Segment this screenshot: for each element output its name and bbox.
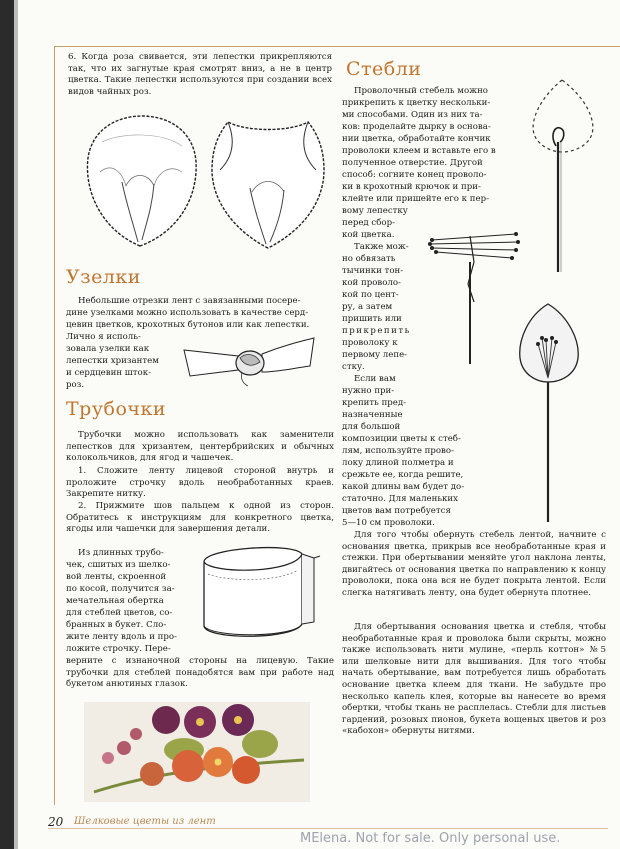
text-line: ложите строчку. Пере-	[66, 644, 171, 654]
flower-on-stem-illustration	[516, 300, 582, 526]
stebli-threads-paragraph: Для обертывания основания цветка и стебля, чтобы необработанные края и проволока были скрыты, можно также использовать нити мулине, «перль коттон» №5 или шелковые нити для вышивания. Для того чтобы начать обертывание, вам потребуется лишь обработать основание цветка клеем для ткани. Не забудьте про несколько капель клея, которые вы нанесете во время обертки, чтобы ткань не расплелась. Стебли для листьев гардений, розовых пионов, букета вощеных цветов и роз «кабохон» обернуты нитями.	[342, 622, 606, 737]
text-line: нии цветка, обработайте кончик	[342, 134, 491, 144]
ribbon-tube-illustration	[198, 540, 322, 644]
trubochki-intro: Трубочки можно использовать как заменители лепестков для хризантем, центербрийских и обычных колокольчиков, для ягод и чашечек.	[66, 430, 334, 464]
ribbon-knot-illustration	[182, 336, 318, 388]
text-line: ми способами. Один из них та-	[342, 110, 483, 120]
text-line: Лично я исполь-	[66, 332, 141, 342]
petal-illustration-left	[82, 112, 202, 250]
footer-rule	[48, 828, 608, 829]
text-line: кой цветка.	[342, 230, 395, 240]
text-line: перед сбор-	[342, 218, 395, 228]
text-line: первому лепе-	[342, 350, 408, 360]
text-line: по косой, получится за-	[66, 584, 175, 594]
text-line: способ: согните конец проволо-	[342, 170, 487, 180]
text-line: Также мож-	[354, 242, 409, 252]
book-title: Шелковые цветы из лент	[74, 816, 216, 827]
text-line: полученное отверстие. Другой	[342, 158, 483, 168]
text-line: но обвязать	[342, 254, 396, 264]
text-line: Небольшие отрезки лент с завязанными посере-	[78, 296, 301, 306]
text-line: проволоку к	[342, 338, 398, 348]
book-spine	[0, 0, 14, 849]
text-line: кой по цент-	[342, 290, 399, 300]
heading-stebli: Стебли	[346, 58, 422, 80]
stebli-wrapping-paragraph: Для того чтобы обернуть стебель лентой, начните с основания цветка, прикрыв все необработанные края и стежки. При обертывании меняйте угол наклона ленты, двигайтесь от основания цветка по направлению к концу проволоки, пока она вся не будет покрыта лентой. Если слегка натягивать ленту, она будет обернута плотнее.	[342, 530, 606, 598]
text-line: вому лепестку	[342, 206, 408, 216]
text-line: тычинки тон-	[342, 266, 404, 276]
text-line: и сердцевин шток-	[66, 368, 151, 378]
text-line: проволоки клеем и вставьте его в	[342, 146, 496, 156]
text-line: чек, сшитых из шелко-	[66, 560, 171, 570]
text-line: прикрепить	[342, 326, 411, 336]
text-line: ру, а затем	[342, 302, 393, 312]
text-line: 5—10 см проволоки.	[342, 518, 435, 528]
text-line: композиции цветы к стеб-	[342, 434, 461, 444]
text-line: кой проволо-	[342, 278, 401, 288]
text-line: роз.	[66, 380, 85, 390]
text-line: крепить пред-	[342, 398, 407, 408]
text-line: клейте или пришейте его к пер-	[342, 194, 490, 204]
text-line: жите ленту вдоль и про-	[66, 632, 177, 642]
text-line: какой длины вам будет до-	[342, 482, 465, 492]
heading-uzelki: Узелки	[66, 266, 141, 288]
petal-hook-wire-illustration	[528, 76, 598, 276]
stamens-on-wire-illustration	[426, 222, 522, 366]
page-number: 20	[48, 815, 64, 829]
text-line: цветов вам потребуется	[342, 506, 451, 516]
text-line: Если вам	[354, 374, 396, 384]
text-line: лям, используйте прово-	[342, 446, 454, 456]
trubochki-final: верните с изнаночной стороны на лицевую. Такие трубочки для стеблей понадобятся вам при работе над букетом анютиных глазок.	[66, 656, 334, 690]
text-line: Из длинных трубо-	[78, 548, 164, 558]
text-line: мечательная обертка	[66, 596, 164, 606]
trubochki-step2: 2. Прижмите шов пальцем к одной из сторон. Обратитесь к инструкциям для конкретного цветка, ягоды или чашечки для завершения детали.	[66, 501, 334, 535]
text-line: ки в крохотный крючок и при-	[342, 182, 481, 192]
watermark: MElena. Not for sale. Only personal use.	[300, 831, 561, 846]
text-line: пришить или	[342, 314, 402, 324]
ribbon-flowers-photo	[84, 702, 310, 802]
heading-trubochki: Трубочки	[66, 398, 166, 420]
text-line: вой ленты, скроенной	[66, 572, 167, 582]
trubochki-step1: 1. Сложите ленту лицевой стороной внутрь и проложите строчку вдоль необработанных краев. Закрепите нитку.	[66, 466, 334, 500]
text-line: цевин цветков, крохотных бутонов или как лепестки.	[66, 320, 310, 330]
text-line: локу длиной полметра и	[342, 458, 454, 468]
text-line: для большой	[342, 422, 401, 432]
text-line: стку.	[342, 362, 365, 372]
text-line: назначенные	[342, 410, 403, 420]
text-line: ков: проделайте дырку в основа-	[342, 122, 491, 132]
text-line: статочно. Для маленьких	[342, 494, 458, 504]
text-line: прикрепить к цветку нескольки-	[342, 98, 491, 108]
text-line: дине узелками можно использовать в качестве серд-	[66, 308, 309, 318]
text-line: Проволочный стебель можно	[354, 86, 488, 96]
text-line: зовала узелки как	[66, 344, 150, 354]
text-line: для стеблей цветов, со-	[66, 608, 173, 618]
petal-illustration-right	[206, 112, 330, 252]
text-line: лепестки хризантем	[66, 356, 159, 366]
text-line: нужно при-	[342, 386, 395, 396]
text-line: срежьте ее, когда решите,	[342, 470, 464, 480]
text-line: бранных в букет. Сло-	[66, 620, 167, 630]
rose-petals-paragraph: 6. Когда роза свивается, эти лепестки прикрепляются так, что их загнутые края смотрят вниз, а не в центр цветка. Такие лепестки используются при создании всех видов чайных роз.	[68, 52, 332, 97]
